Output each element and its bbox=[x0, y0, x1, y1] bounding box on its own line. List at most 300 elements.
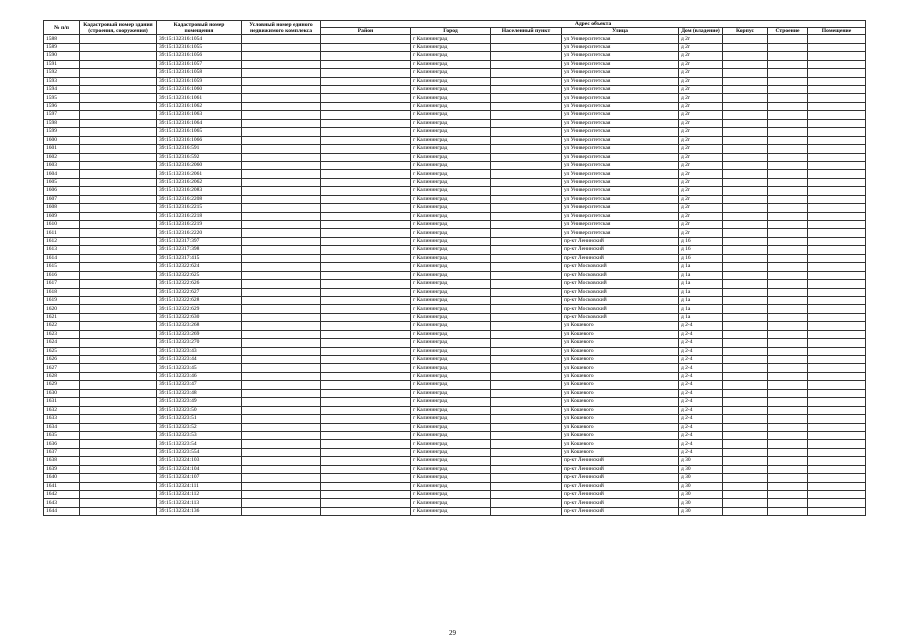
table-cell-district bbox=[321, 347, 411, 355]
table-cell-house: д 16 bbox=[679, 254, 723, 262]
table-cell-complex bbox=[242, 204, 321, 212]
table-cell-settlement bbox=[491, 119, 562, 127]
table-cell-house: д 2г bbox=[679, 229, 723, 237]
table-cell-complex bbox=[242, 153, 321, 161]
table-cell-building bbox=[80, 178, 157, 186]
table-cell-house: д 1а bbox=[679, 296, 723, 304]
table-cell-building bbox=[80, 381, 157, 389]
table-cell-settlement bbox=[491, 212, 562, 220]
table-cell-block bbox=[723, 364, 768, 372]
table-cell-building bbox=[80, 145, 157, 153]
table-cell-city: г Калининград bbox=[411, 102, 491, 110]
header-block: Корпус bbox=[723, 28, 768, 35]
table-cell-complex bbox=[242, 482, 321, 490]
table-row bbox=[44, 94, 866, 102]
table-cell-house: д 30 bbox=[679, 482, 723, 490]
table-cell-n: 1634 bbox=[44, 423, 80, 431]
table-cell-building bbox=[80, 339, 157, 347]
header-complex-number: Условный номер единого недвижимого комплекса bbox=[242, 21, 321, 35]
table-cell-settlement bbox=[491, 161, 562, 169]
table-cell-complex bbox=[242, 111, 321, 119]
table-cell-n: 1620 bbox=[44, 305, 80, 313]
table-cell-complex bbox=[242, 474, 321, 482]
table-cell-city: г Калининград bbox=[411, 423, 491, 431]
table-cell-building bbox=[80, 136, 157, 144]
table-row bbox=[44, 415, 866, 423]
table-cell-n: 1592 bbox=[44, 69, 80, 77]
table-cell-street: ул Университетская bbox=[562, 212, 679, 220]
table-cell-cad: 39:15:132323:270 bbox=[157, 339, 242, 347]
table-cell-block bbox=[723, 457, 768, 465]
table-cell-house: д 2г bbox=[679, 77, 723, 85]
table-cell-n: 1614 bbox=[44, 254, 80, 262]
table-cell-bld bbox=[768, 254, 808, 262]
table-cell-cad: 39:15:132316:591 bbox=[157, 145, 242, 153]
table-cell-settlement bbox=[491, 195, 562, 203]
table-cell-building bbox=[80, 280, 157, 288]
table-cell-district bbox=[321, 457, 411, 465]
table-cell-settlement bbox=[491, 482, 562, 490]
table-cell-city: г Калининград bbox=[411, 86, 491, 94]
table-cell-building bbox=[80, 448, 157, 456]
table-cell-block bbox=[723, 440, 768, 448]
table-cell-n: 1596 bbox=[44, 102, 80, 110]
table-row bbox=[44, 254, 866, 262]
table-cell-house: д 1а bbox=[679, 288, 723, 296]
table-cell-house: д 2г bbox=[679, 170, 723, 178]
table-cell-complex bbox=[242, 69, 321, 77]
table-cell-building bbox=[80, 212, 157, 220]
table-cell-n: 1615 bbox=[44, 263, 80, 271]
table-cell-bld bbox=[768, 406, 808, 414]
table-cell-complex bbox=[242, 145, 321, 153]
table-cell-settlement bbox=[491, 389, 562, 397]
table-cell-street: ул Университетская bbox=[562, 136, 679, 144]
header-address-group: Адрес объекта bbox=[321, 21, 866, 28]
table-row bbox=[44, 381, 866, 389]
table-cell-cad: 39:15:132316:2215 bbox=[157, 204, 242, 212]
table-cell-city: г Калининград bbox=[411, 195, 491, 203]
table-cell-n: 1603 bbox=[44, 161, 80, 169]
table-cell-district bbox=[321, 406, 411, 414]
table-cell-settlement bbox=[491, 170, 562, 178]
table-cell-block bbox=[723, 94, 768, 102]
table-cell-house: д 1а bbox=[679, 313, 723, 321]
table-cell-bld bbox=[768, 457, 808, 465]
table-cell-cad: 39:15:132322:626 bbox=[157, 280, 242, 288]
table-cell-n: 1629 bbox=[44, 381, 80, 389]
table-cell-cad: 39:15:132316:1061 bbox=[157, 94, 242, 102]
table-cell-district bbox=[321, 204, 411, 212]
table-cell-city: г Калининград bbox=[411, 322, 491, 330]
table-row bbox=[44, 69, 866, 77]
table-cell-cad: 39:15:132322:628 bbox=[157, 296, 242, 304]
table-cell-house: д 2г bbox=[679, 43, 723, 51]
table-cell-house: д 2г bbox=[679, 145, 723, 153]
table-cell-bld bbox=[768, 43, 808, 51]
table-cell-city: г Калининград bbox=[411, 111, 491, 119]
table-cell-bld bbox=[768, 415, 808, 423]
table-cell-settlement bbox=[491, 507, 562, 515]
table-cell-street: ул Кошевого bbox=[562, 347, 679, 355]
table-cell-street: ул Кошевого bbox=[562, 330, 679, 338]
table-cell-complex bbox=[242, 356, 321, 364]
table-cell-room bbox=[808, 77, 866, 85]
table-cell-complex bbox=[242, 60, 321, 68]
table-cell-building bbox=[80, 296, 157, 304]
table-cell-city: г Калининград bbox=[411, 398, 491, 406]
table-cell-district bbox=[321, 322, 411, 330]
table-cell-room bbox=[808, 313, 866, 321]
table-cell-n: 1617 bbox=[44, 280, 80, 288]
table-cell-city: г Калининград bbox=[411, 60, 491, 68]
table-cell-house: д 2-4 bbox=[679, 398, 723, 406]
table-cell-block bbox=[723, 246, 768, 254]
table-cell-district bbox=[321, 381, 411, 389]
table-cell-cad: 39:15:132322:629 bbox=[157, 305, 242, 313]
table-cell-n: 1622 bbox=[44, 322, 80, 330]
table-cell-block bbox=[723, 339, 768, 347]
table-cell-cad: 39:15:132323:45 bbox=[157, 364, 242, 372]
table-cell-city: г Калининград bbox=[411, 296, 491, 304]
table-cell-room bbox=[808, 389, 866, 397]
table-cell-cad: 39:15:132316:1056 bbox=[157, 52, 242, 60]
table-cell-cad: 39:15:132324:113 bbox=[157, 499, 242, 507]
table-cell-district bbox=[321, 339, 411, 347]
table-cell-city: г Калининград bbox=[411, 204, 491, 212]
table-cell-room bbox=[808, 474, 866, 482]
table-cell-building bbox=[80, 431, 157, 439]
table-cell-street: пр-кт Ленинский bbox=[562, 499, 679, 507]
table-cell-settlement bbox=[491, 111, 562, 119]
table-row bbox=[44, 440, 866, 448]
table-cell-building bbox=[80, 52, 157, 60]
table-cell-n: 1604 bbox=[44, 170, 80, 178]
table-cell-block bbox=[723, 423, 768, 431]
table-cell-district bbox=[321, 136, 411, 144]
table-cell-block bbox=[723, 111, 768, 119]
table-cell-settlement bbox=[491, 364, 562, 372]
table-cell-house: д 16 bbox=[679, 237, 723, 245]
table-cell-street: пр-кт Московский bbox=[562, 288, 679, 296]
table-row bbox=[44, 263, 866, 271]
table-cell-block bbox=[723, 69, 768, 77]
table-cell-street: ул Университетская bbox=[562, 221, 679, 229]
table-cell-street: ул Университетская bbox=[562, 128, 679, 136]
table-cell-n: 1636 bbox=[44, 440, 80, 448]
table-cell-settlement bbox=[491, 254, 562, 262]
table-cell-bld bbox=[768, 296, 808, 304]
table-cell-building bbox=[80, 491, 157, 499]
table-cell-block bbox=[723, 195, 768, 203]
table-cell-room bbox=[808, 43, 866, 51]
table-cell-city: г Калининград bbox=[411, 415, 491, 423]
table-cell-block bbox=[723, 415, 768, 423]
table-cell-building bbox=[80, 423, 157, 431]
table-cell-bld bbox=[768, 423, 808, 431]
table-cell-room bbox=[808, 339, 866, 347]
table-cell-complex bbox=[242, 187, 321, 195]
table-cell-room bbox=[808, 246, 866, 254]
table-cell-complex bbox=[242, 94, 321, 102]
table-cell-cad: 39:15:132324:136 bbox=[157, 507, 242, 515]
table-cell-district bbox=[321, 102, 411, 110]
table-cell-district bbox=[321, 482, 411, 490]
table-cell-cad: 39:15:132316:1055 bbox=[157, 43, 242, 51]
table-cell-block bbox=[723, 212, 768, 220]
table-cell-n: 1610 bbox=[44, 221, 80, 229]
table-cell-room bbox=[808, 145, 866, 153]
table-cell-building bbox=[80, 153, 157, 161]
table-cell-district bbox=[321, 178, 411, 186]
table-cell-n: 1607 bbox=[44, 195, 80, 203]
table-cell-house: д 2г bbox=[679, 161, 723, 169]
table-cell-settlement bbox=[491, 35, 562, 43]
table-cell-complex bbox=[242, 136, 321, 144]
table-cell-block bbox=[723, 52, 768, 60]
table-cell-bld bbox=[768, 170, 808, 178]
table-cell-room bbox=[808, 457, 866, 465]
table-cell-block bbox=[723, 347, 768, 355]
table-cell-house: д 2-4 bbox=[679, 364, 723, 372]
table-cell-cad: 39:15:132324:103 bbox=[157, 457, 242, 465]
table-cell-bld bbox=[768, 128, 808, 136]
table-cell-complex bbox=[242, 128, 321, 136]
table-row bbox=[44, 178, 866, 186]
table-cell-street: пр-кт Ленинский bbox=[562, 482, 679, 490]
table-cell-cad: 39:15:132317:398 bbox=[157, 246, 242, 254]
register-table bbox=[43, 20, 866, 516]
table-cell-complex bbox=[242, 491, 321, 499]
table-cell-city: г Калининград bbox=[411, 263, 491, 271]
table-cell-bld bbox=[768, 499, 808, 507]
table-row bbox=[44, 330, 866, 338]
table-cell-district bbox=[321, 94, 411, 102]
table-cell-settlement bbox=[491, 204, 562, 212]
table-cell-settlement bbox=[491, 313, 562, 321]
table-cell-street: ул Университетская bbox=[562, 153, 679, 161]
table-cell-building bbox=[80, 60, 157, 68]
table-cell-district bbox=[321, 43, 411, 51]
table-cell-district bbox=[321, 288, 411, 296]
table-cell-house: д 2г bbox=[679, 153, 723, 161]
table-cell-bld bbox=[768, 364, 808, 372]
table-cell-complex bbox=[242, 195, 321, 203]
table-cell-n: 1595 bbox=[44, 94, 80, 102]
table-cell-settlement bbox=[491, 178, 562, 186]
table-cell-block bbox=[723, 322, 768, 330]
table-cell-house: д 2г bbox=[679, 195, 723, 203]
table-cell-cad: 39:15:132316:1064 bbox=[157, 119, 242, 127]
table-cell-district bbox=[321, 77, 411, 85]
table-cell-room bbox=[808, 212, 866, 220]
table-cell-bld bbox=[768, 145, 808, 153]
table-cell-house: д 2-4 bbox=[679, 423, 723, 431]
table-cell-n: 1590 bbox=[44, 52, 80, 60]
table-row bbox=[44, 136, 866, 144]
table-cell-district bbox=[321, 364, 411, 372]
table-cell-block bbox=[723, 153, 768, 161]
table-cell-settlement bbox=[491, 43, 562, 51]
table-cell-city: г Калининград bbox=[411, 94, 491, 102]
table-cell-street: пр-кт Ленинский bbox=[562, 474, 679, 482]
table-cell-district bbox=[321, 313, 411, 321]
table-cell-bld bbox=[768, 153, 808, 161]
table-cell-settlement bbox=[491, 229, 562, 237]
table-cell-street: ул Университетская bbox=[562, 77, 679, 85]
table-cell-street: ул Университетская bbox=[562, 52, 679, 60]
table-row bbox=[44, 431, 866, 439]
table-cell-room bbox=[808, 288, 866, 296]
table-cell-house: д 30 bbox=[679, 474, 723, 482]
table-cell-n: 1608 bbox=[44, 204, 80, 212]
table-cell-bld bbox=[768, 111, 808, 119]
table-cell-building bbox=[80, 102, 157, 110]
table-cell-n: 1632 bbox=[44, 406, 80, 414]
table-cell-city: г Калининград bbox=[411, 43, 491, 51]
table-cell-city: г Калининград bbox=[411, 448, 491, 456]
table-cell-building bbox=[80, 440, 157, 448]
table-cell-street: пр-кт Ленинский bbox=[562, 246, 679, 254]
table-cell-settlement bbox=[491, 356, 562, 364]
table-cell-settlement bbox=[491, 491, 562, 499]
table-cell-cad: 39:15:132323:52 bbox=[157, 423, 242, 431]
table-cell-building bbox=[80, 187, 157, 195]
table-cell-house: д 2-4 bbox=[679, 381, 723, 389]
table-cell-building bbox=[80, 356, 157, 364]
table-cell-building bbox=[80, 465, 157, 473]
table-cell-house: д 2г bbox=[679, 60, 723, 68]
table-cell-room bbox=[808, 507, 866, 515]
table-cell-block bbox=[723, 491, 768, 499]
table-row bbox=[44, 187, 866, 195]
table-row bbox=[44, 406, 866, 414]
table-cell-bld bbox=[768, 60, 808, 68]
table-row bbox=[44, 491, 866, 499]
table-cell-n: 1593 bbox=[44, 77, 80, 85]
table-cell-street: ул Кошевого bbox=[562, 440, 679, 448]
table-cell-city: г Калининград bbox=[411, 246, 491, 254]
table-cell-block bbox=[723, 356, 768, 364]
table-cell-block bbox=[723, 330, 768, 338]
table-cell-cad: 39:15:132316:592 bbox=[157, 153, 242, 161]
table-cell-bld bbox=[768, 119, 808, 127]
table-cell-building bbox=[80, 94, 157, 102]
table-cell-house: д 2-4 bbox=[679, 356, 723, 364]
table-cell-house: д 30 bbox=[679, 457, 723, 465]
table-cell-complex bbox=[242, 406, 321, 414]
table-cell-block bbox=[723, 305, 768, 313]
table-cell-block bbox=[723, 221, 768, 229]
table-cell-city: г Калининград bbox=[411, 305, 491, 313]
table-cell-street: ул Университетская bbox=[562, 178, 679, 186]
table-cell-settlement bbox=[491, 457, 562, 465]
table-cell-city: г Калининград bbox=[411, 229, 491, 237]
table-cell-bld bbox=[768, 389, 808, 397]
table-cell-complex bbox=[242, 423, 321, 431]
table-cell-n: 1643 bbox=[44, 499, 80, 507]
table-row bbox=[44, 86, 866, 94]
table-cell-building bbox=[80, 474, 157, 482]
table-cell-settlement bbox=[491, 423, 562, 431]
table-cell-block bbox=[723, 254, 768, 262]
table-cell-street: ул Кошевого bbox=[562, 431, 679, 439]
table-cell-house: д 2г bbox=[679, 102, 723, 110]
table-row bbox=[44, 423, 866, 431]
table-cell-bld bbox=[768, 52, 808, 60]
table-cell-bld bbox=[768, 465, 808, 473]
table-cell-cad: 39:15:132323:554 bbox=[157, 448, 242, 456]
table-cell-building bbox=[80, 119, 157, 127]
table-cell-n: 1606 bbox=[44, 187, 80, 195]
table-cell-cad: 39:15:132316:1065 bbox=[157, 128, 242, 136]
table-cell-block bbox=[723, 119, 768, 127]
table-cell-cad: 39:15:132323:53 bbox=[157, 431, 242, 439]
table-cell-room bbox=[808, 187, 866, 195]
table-cell-district bbox=[321, 128, 411, 136]
table-cell-complex bbox=[242, 229, 321, 237]
table-cell-building bbox=[80, 35, 157, 43]
table-cell-street: ул Кошевого bbox=[562, 356, 679, 364]
table-cell-street: пр-кт Ленинский bbox=[562, 457, 679, 465]
table-row bbox=[44, 145, 866, 153]
table-cell-settlement bbox=[491, 440, 562, 448]
table-cell-cad: 39:15:132323:51 bbox=[157, 415, 242, 423]
table-cell-room bbox=[808, 491, 866, 499]
table-row bbox=[44, 221, 866, 229]
table-cell-complex bbox=[242, 221, 321, 229]
header-room: Помещение bbox=[808, 28, 866, 35]
table-row bbox=[44, 507, 866, 515]
table-cell-city: г Калининград bbox=[411, 507, 491, 515]
table-cell-city: г Калининград bbox=[411, 389, 491, 397]
table-cell-bld bbox=[768, 86, 808, 94]
table-cell-building bbox=[80, 457, 157, 465]
table-cell-house: д 2г bbox=[679, 187, 723, 195]
table-cell-house: д 30 bbox=[679, 491, 723, 499]
table-cell-block bbox=[723, 482, 768, 490]
table-cell-room bbox=[808, 296, 866, 304]
table-cell-house: д 2г bbox=[679, 52, 723, 60]
table-cell-bld bbox=[768, 69, 808, 77]
table-cell-building bbox=[80, 86, 157, 94]
table-cell-district bbox=[321, 372, 411, 380]
table-cell-n: 1588 bbox=[44, 35, 80, 43]
table-cell-block bbox=[723, 263, 768, 271]
table-cell-building bbox=[80, 170, 157, 178]
table-cell-building bbox=[80, 77, 157, 85]
table-cell-bld bbox=[768, 372, 808, 380]
table-cell-complex bbox=[242, 296, 321, 304]
table-cell-settlement bbox=[491, 322, 562, 330]
table-cell-complex bbox=[242, 372, 321, 380]
table-cell-district bbox=[321, 195, 411, 203]
table-cell-settlement bbox=[491, 52, 562, 60]
table-cell-block bbox=[723, 86, 768, 94]
table-cell-room bbox=[808, 161, 866, 169]
table-cell-cad: 39:15:132316:1060 bbox=[157, 86, 242, 94]
table-cell-city: г Калининград bbox=[411, 339, 491, 347]
table-cell-complex bbox=[242, 339, 321, 347]
table-cell-block bbox=[723, 77, 768, 85]
table-cell-settlement bbox=[491, 221, 562, 229]
table-cell-city: г Калининград bbox=[411, 465, 491, 473]
table-cell-room bbox=[808, 448, 866, 456]
table-cell-district bbox=[321, 356, 411, 364]
table-row bbox=[44, 482, 866, 490]
table-cell-complex bbox=[242, 389, 321, 397]
table-row bbox=[44, 212, 866, 220]
